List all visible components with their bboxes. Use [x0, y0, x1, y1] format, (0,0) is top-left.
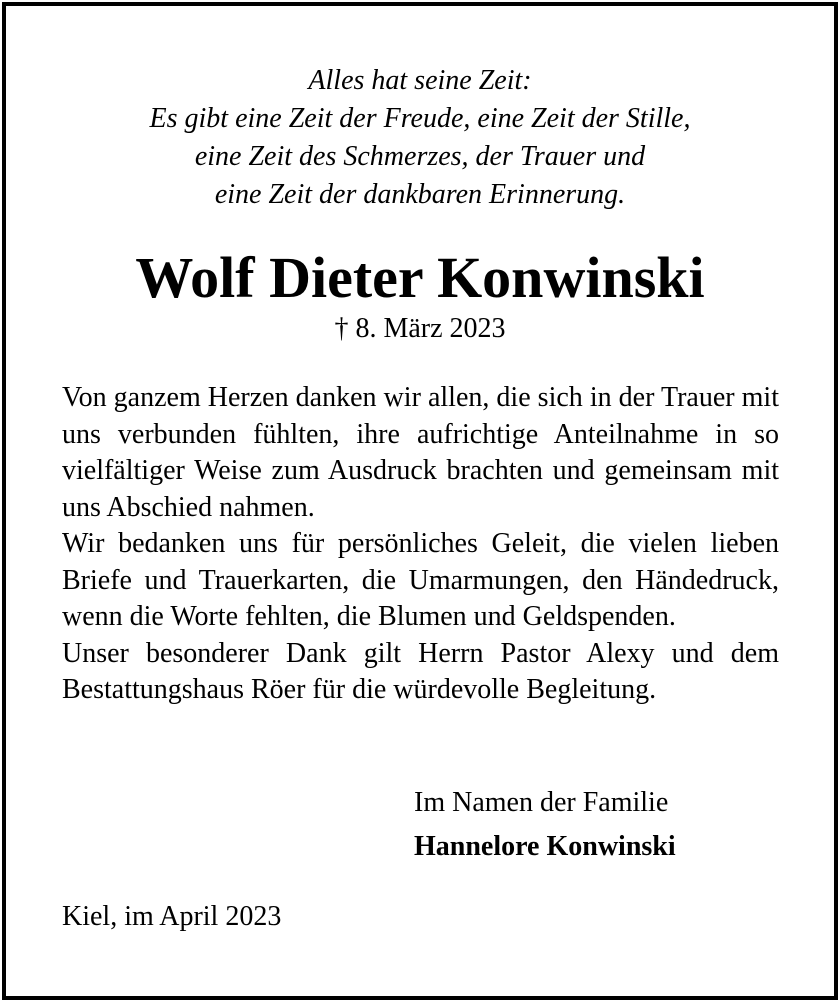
message-paragraph: Wir bedanken uns für persönliches Geleit, die vielen lieben Briefe und Trauerkarten, die Umarmungen, den Händedruck, wenn die Worte fehlten, die Blumen und Geldspenden.	[62, 528, 779, 632]
poem-line: eine Zeit des Schmerzes, der Trauer und	[194, 141, 646, 172]
poem-line: Alles hat seine Zeit:	[308, 65, 532, 96]
message-paragraph: Von ganzem Herzen danken wir allen, die sich in der Trauer mit uns verbunden fühlten, ihre aufrichtige Anteilnahme in so vielfältiger Weise zum Ausdruck brachten und gemeinsam mit uns Abschied nahmen.	[62, 382, 779, 523]
message-body	[62, 380, 779, 709]
poem-line: Es gibt eine Zeit der Freude, eine Zeit der Stille,	[149, 103, 691, 134]
poem	[6, 62, 834, 214]
place-date: Kiel, im April 2023	[62, 901, 282, 932]
death-date: † 8. März 2023	[334, 313, 506, 344]
poem-line: eine Zeit der dankbaren Erinnerung.	[214, 179, 626, 210]
signature-name: Hannelore Konwinski	[414, 831, 676, 862]
signature-label: Im Namen der Familie	[414, 787, 669, 818]
notice-frame	[2, 2, 838, 1000]
message-paragraph: Unser besonderer Dank gilt Herrn Pastor Alexy und dem Bestattungshaus Röer für die würdevolle Begleitung.	[62, 637, 779, 705]
deceased-name: Wolf Dieter Konwinski	[135, 245, 705, 310]
